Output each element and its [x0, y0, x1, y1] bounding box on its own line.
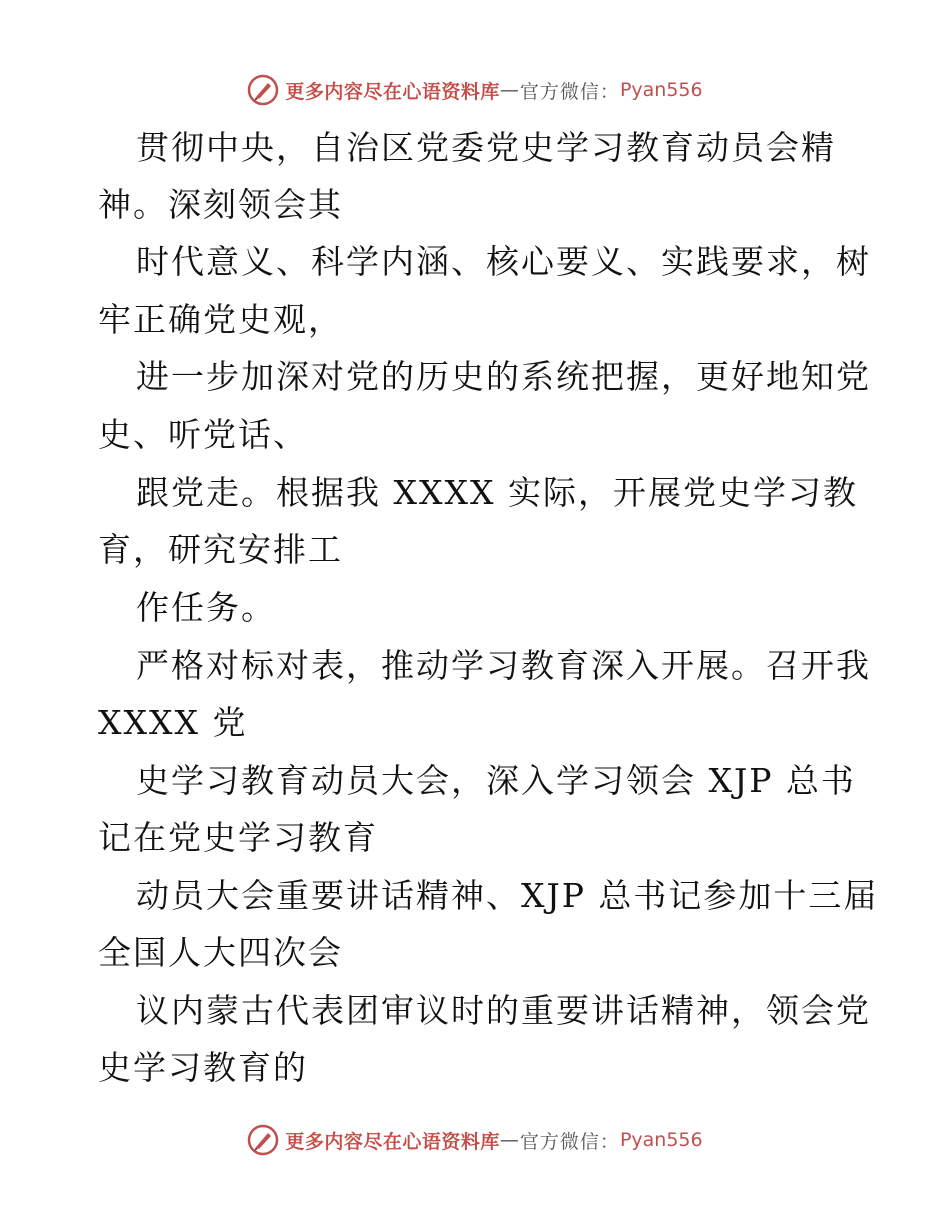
text-line: 动员大会重要讲话精神、XJP 总书记参加十三届 [136, 876, 879, 915]
text-line: 贯彻中央，自治区党委党史学习教育动员会精 [136, 128, 836, 167]
pen-logo-icon [247, 74, 279, 106]
text-line: 史、听党话、 [98, 415, 308, 454]
banner-dash: — [499, 79, 520, 101]
text-line: 牢正确党史观， [98, 300, 343, 339]
text-line: XXXX 党 [98, 703, 248, 742]
wechat-id: Pyan556 [619, 79, 703, 101]
text-line: 议内蒙古代表团审议时的重要讲话精神，领会党 [136, 991, 871, 1030]
text-line: 跟党走。根据我 XXXX 实际，开展党史学习教 [136, 473, 858, 512]
text-line: 史学习教育动员大会，深入学习领会 XJP 总书 [136, 761, 856, 800]
text-line: 进一步加深对党的历史的系统把握，更好地知党 [136, 357, 871, 396]
wechat-id: Pyan556 [619, 1129, 703, 1151]
text-line: 严格对标对表，推动学习教育深入开展。召开我 [136, 646, 871, 685]
text-line: 神。深刻领会其 [98, 185, 343, 224]
text-line: 时代意义、科学内涵、核心要义、实践要求，树 [136, 242, 871, 281]
banner-dash: — [499, 1129, 520, 1151]
library-name: 更多内容尽在心语资料库 [285, 80, 500, 103]
header-banner [0, 70, 950, 110]
official-wechat-label: 官方微信： [519, 1130, 620, 1153]
footer-banner [0, 1120, 950, 1160]
pen-logo-icon [247, 1124, 279, 1156]
text-line: 史学习教育的 [98, 1048, 308, 1087]
text-line: 全国人大四次会 [98, 933, 343, 972]
library-name: 更多内容尽在心语资料库 [285, 1130, 500, 1153]
official-wechat-label: 官方微信： [519, 80, 620, 103]
text-line: 记在党史学习教育 [98, 818, 378, 857]
text-line: 作任务。 [136, 588, 276, 627]
text-line: 育，研究安排工 [98, 530, 343, 569]
